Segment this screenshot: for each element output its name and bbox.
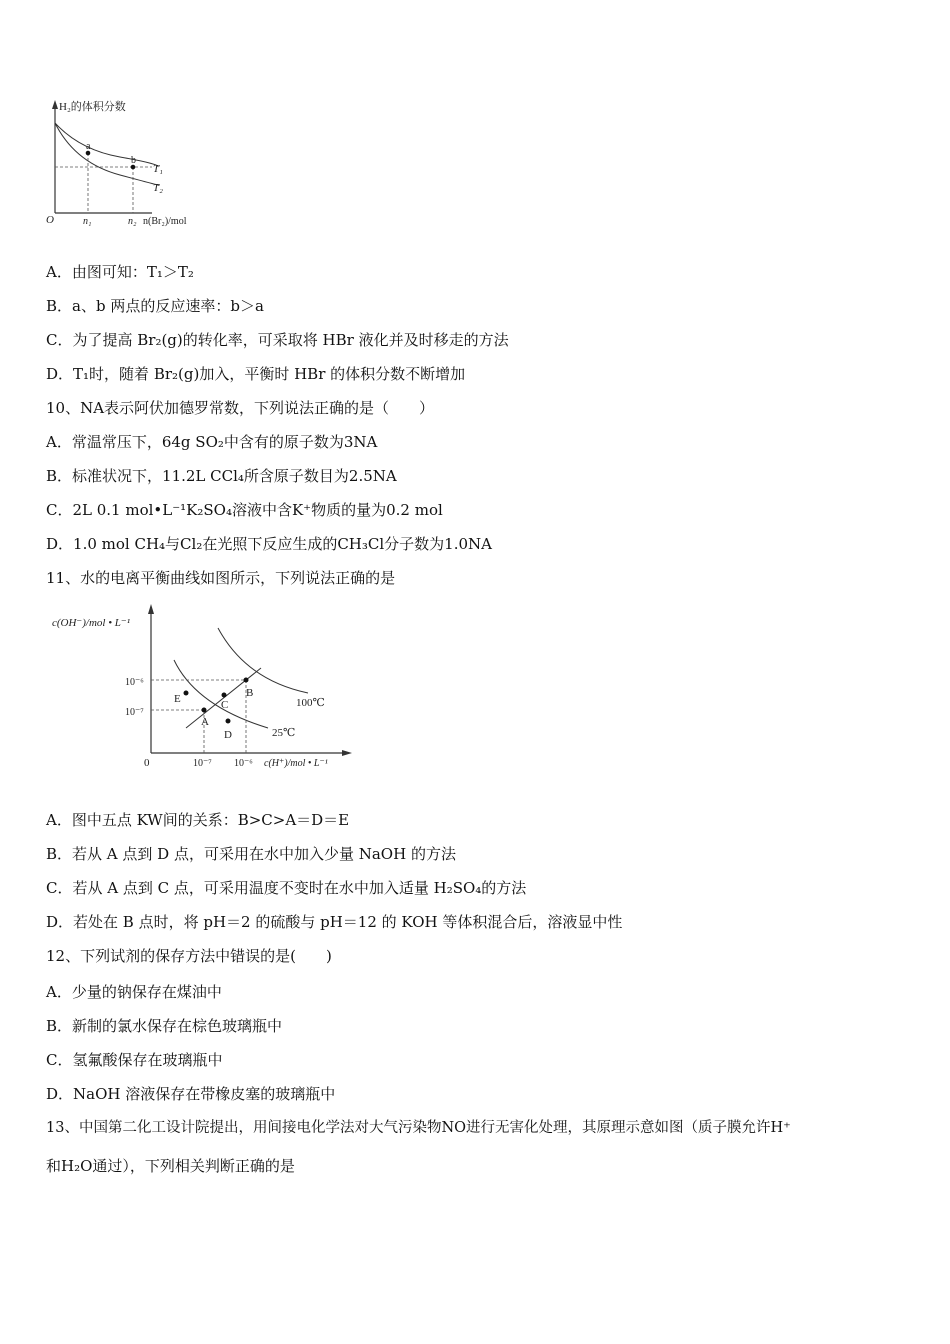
fig2-curve-25c: 25℃ [272,727,296,739]
q9-option-a: A．由图可知：T₁＞T₂ [46,263,194,281]
q12-stem: 12、下列试剂的保存方法中错误的是( ) [46,947,332,965]
fig1-tick-n1: n₁ [83,216,92,227]
q9-option-b: B．a、b 两点的反应速率：b＞a [46,297,264,315]
point-c [222,693,227,698]
q9-option-c: C．为了提高 Br₂(g)的转化率，可采取将 HBr 液化并及时移走的方法 [46,331,509,349]
fig2-curve-100c: 100℃ [296,697,325,709]
fig2-point-d: D [224,729,232,741]
point-a [202,708,207,713]
q13-stem-line2: 和H₂O通过），下列相关判断正确的是 [46,1157,295,1175]
fig2-ytick-1e-7: 10⁻⁷ [125,707,144,718]
fig2-point-a: A [201,716,209,728]
fig2-ylabel: c(OH⁻)/mol • L⁻¹ [52,617,131,629]
q10-option-c: C．2L 0.1 mol•L⁻¹K₂SO₄溶液中含K⁺物质的量为0.2 mol [46,501,443,519]
fig1-origin: O [46,214,54,226]
q11-option-d: D．若处在 B 点时，将 pH＝2 的硫酸与 pH＝12 的 KOH 等体积混合后，溶液显中性 [46,913,623,931]
fig2-point-c: C [221,699,229,711]
fig2-ytick-1e-6: 10⁻⁶ [125,677,144,688]
fig1-xlabel: n(Br₂)/mol [143,216,187,227]
fig2-origin: 0 [144,757,150,769]
fig2-xlabel: c(H⁺)/mol • L⁻¹ [264,758,328,769]
q10-stem: 10、NA表示阿伏加德罗常数，下列说法正确的是（ ） [46,399,435,417]
fig2-xtick-1e-6: 10⁻⁶ [234,758,253,769]
q9-option-d: D．T₁时，随着 Br₂(g)加入，平衡时 HBr 的体积分数不断增加 [46,365,466,383]
point-d [226,719,231,724]
curve-t1 [55,123,158,167]
point-b [244,678,249,683]
q10-option-d: D．1.0 mol CH₄与Cl₂在光照下反应生成的CH₃Cl分子数为1.0NA [46,535,492,553]
fig1-tick-n2: n₂ [128,216,137,227]
fig1-curve-t2: T₂ [153,182,163,194]
figure-h2-volume-fraction [40,95,210,230]
fig2-point-e: E [174,693,181,705]
fig2-point-b: B [246,687,254,699]
q12-option-c: C．氢氟酸保存在玻璃瓶中 [46,1051,223,1069]
q11-option-b: B．若从 A 点到 D 点，可采用在水中加入少量 NaOH 的方法 [46,845,456,863]
q11-stem: 11、水的电离平衡曲线如图所示，下列说法正确的是 [46,569,396,587]
q10-option-b: B．标准状况下，11.2L CCl₄所含原子数目为2.5NA [46,467,397,485]
fig1-point-a: a [86,141,91,152]
q11-option-a: A．图中五点 KW间的关系：B>C>A＝D＝E [46,811,350,829]
q11-option-c: C．若从 A 点到 C 点，可采用温度不变时在水中加入适量 H₂SO₄的方法 [46,879,527,897]
curve-100c [218,628,308,693]
fig2-xtick-1e-7: 10⁻⁷ [193,758,212,769]
figure-water-ionization [46,598,366,780]
q10-option-a: A．常温常压下，64g SO₂中含有的原子数为3NA [46,433,378,451]
fig1-ylabel: H₂的体积分数 [59,101,126,113]
point-e [184,691,189,696]
q12-option-d: D．NaOH 溶液保存在带橡皮塞的玻璃瓶中 [46,1085,336,1103]
q12-option-b: B．新制的氯水保存在棕色玻璃瓶中 [46,1017,283,1035]
fig1-curve-t1: T₁ [153,163,163,175]
q13-stem-line1: 13、中国第二化工设计院提出，用间接电化学法对大气污染物NO进行无害化处理，其原理示意如图（质子膜允许H⁺ [46,1120,791,1136]
q12-option-a: A．少量的钠保存在煤油中 [46,983,222,1001]
fig1-point-b: b [131,155,136,166]
